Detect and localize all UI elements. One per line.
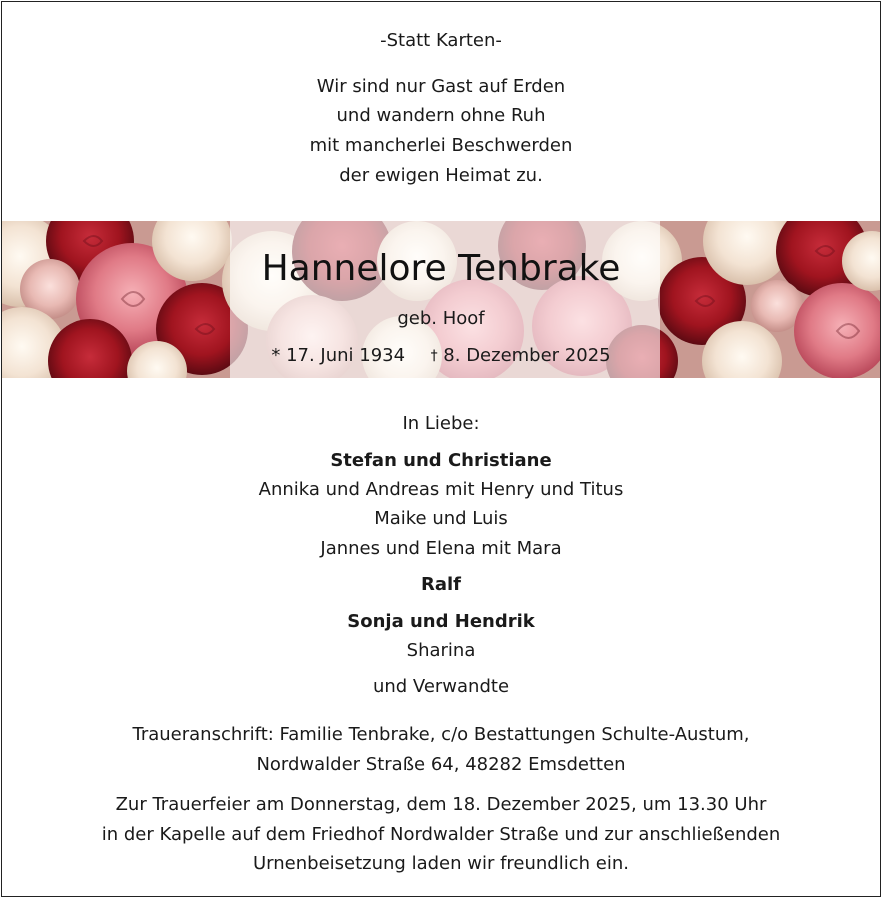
statt-karten: -Statt Karten- bbox=[380, 30, 502, 51]
poem-line: Wir sind nur Gast auf Erden bbox=[316, 76, 566, 97]
mourner-line: Annika und Andreas mit Henry und Titus bbox=[258, 479, 624, 500]
mourner-line: Maike und Luis bbox=[374, 508, 508, 529]
relatives: und Verwandte bbox=[372, 676, 510, 697]
birth-date: * 17. Juni 1934 bbox=[271, 345, 406, 366]
poem-line: und wandern ohne Ruh bbox=[336, 105, 546, 126]
death-date: 8. Dezember 2025 bbox=[443, 345, 611, 366]
cross-symbol: † bbox=[430, 348, 438, 364]
address-line: Nordwalder Straße 64, 48282 Emsdetten bbox=[256, 754, 626, 775]
mourner-line: Jannes und Elena mit Mara bbox=[320, 538, 562, 559]
poem-line: mit mancherlei Beschwerden bbox=[309, 135, 573, 156]
deceased-name: Hannelore Tenbrake bbox=[261, 248, 621, 289]
maiden-name: geb. Hoof bbox=[397, 308, 485, 329]
mourner-group-head: Stefan und Christiane bbox=[330, 450, 552, 471]
in-liebe: In Liebe: bbox=[402, 413, 480, 434]
funeral-line: in der Kapelle auf dem Friedhof Nordwalder Straße und zur anschließenden bbox=[101, 824, 781, 845]
poem-line: der ewigen Heimat zu. bbox=[339, 165, 543, 186]
mourner-line: Sharina bbox=[406, 640, 476, 661]
life-dates bbox=[0, 341, 882, 371]
address-line: Traueranschrift: Familie Tenbrake, c/o Bestattungen Schulte-Austum, bbox=[132, 724, 750, 745]
mourner-group-head: Sonja und Hendrik bbox=[347, 611, 535, 632]
funeral-line: Zur Trauerfeier am Donnerstag, dem 18. Dezember 2025, um 13.30 Uhr bbox=[115, 794, 767, 815]
funeral-line: Urnenbeisetzung laden wir freundlich ein. bbox=[253, 853, 629, 874]
mourner-group-head: Ralf bbox=[420, 574, 461, 595]
